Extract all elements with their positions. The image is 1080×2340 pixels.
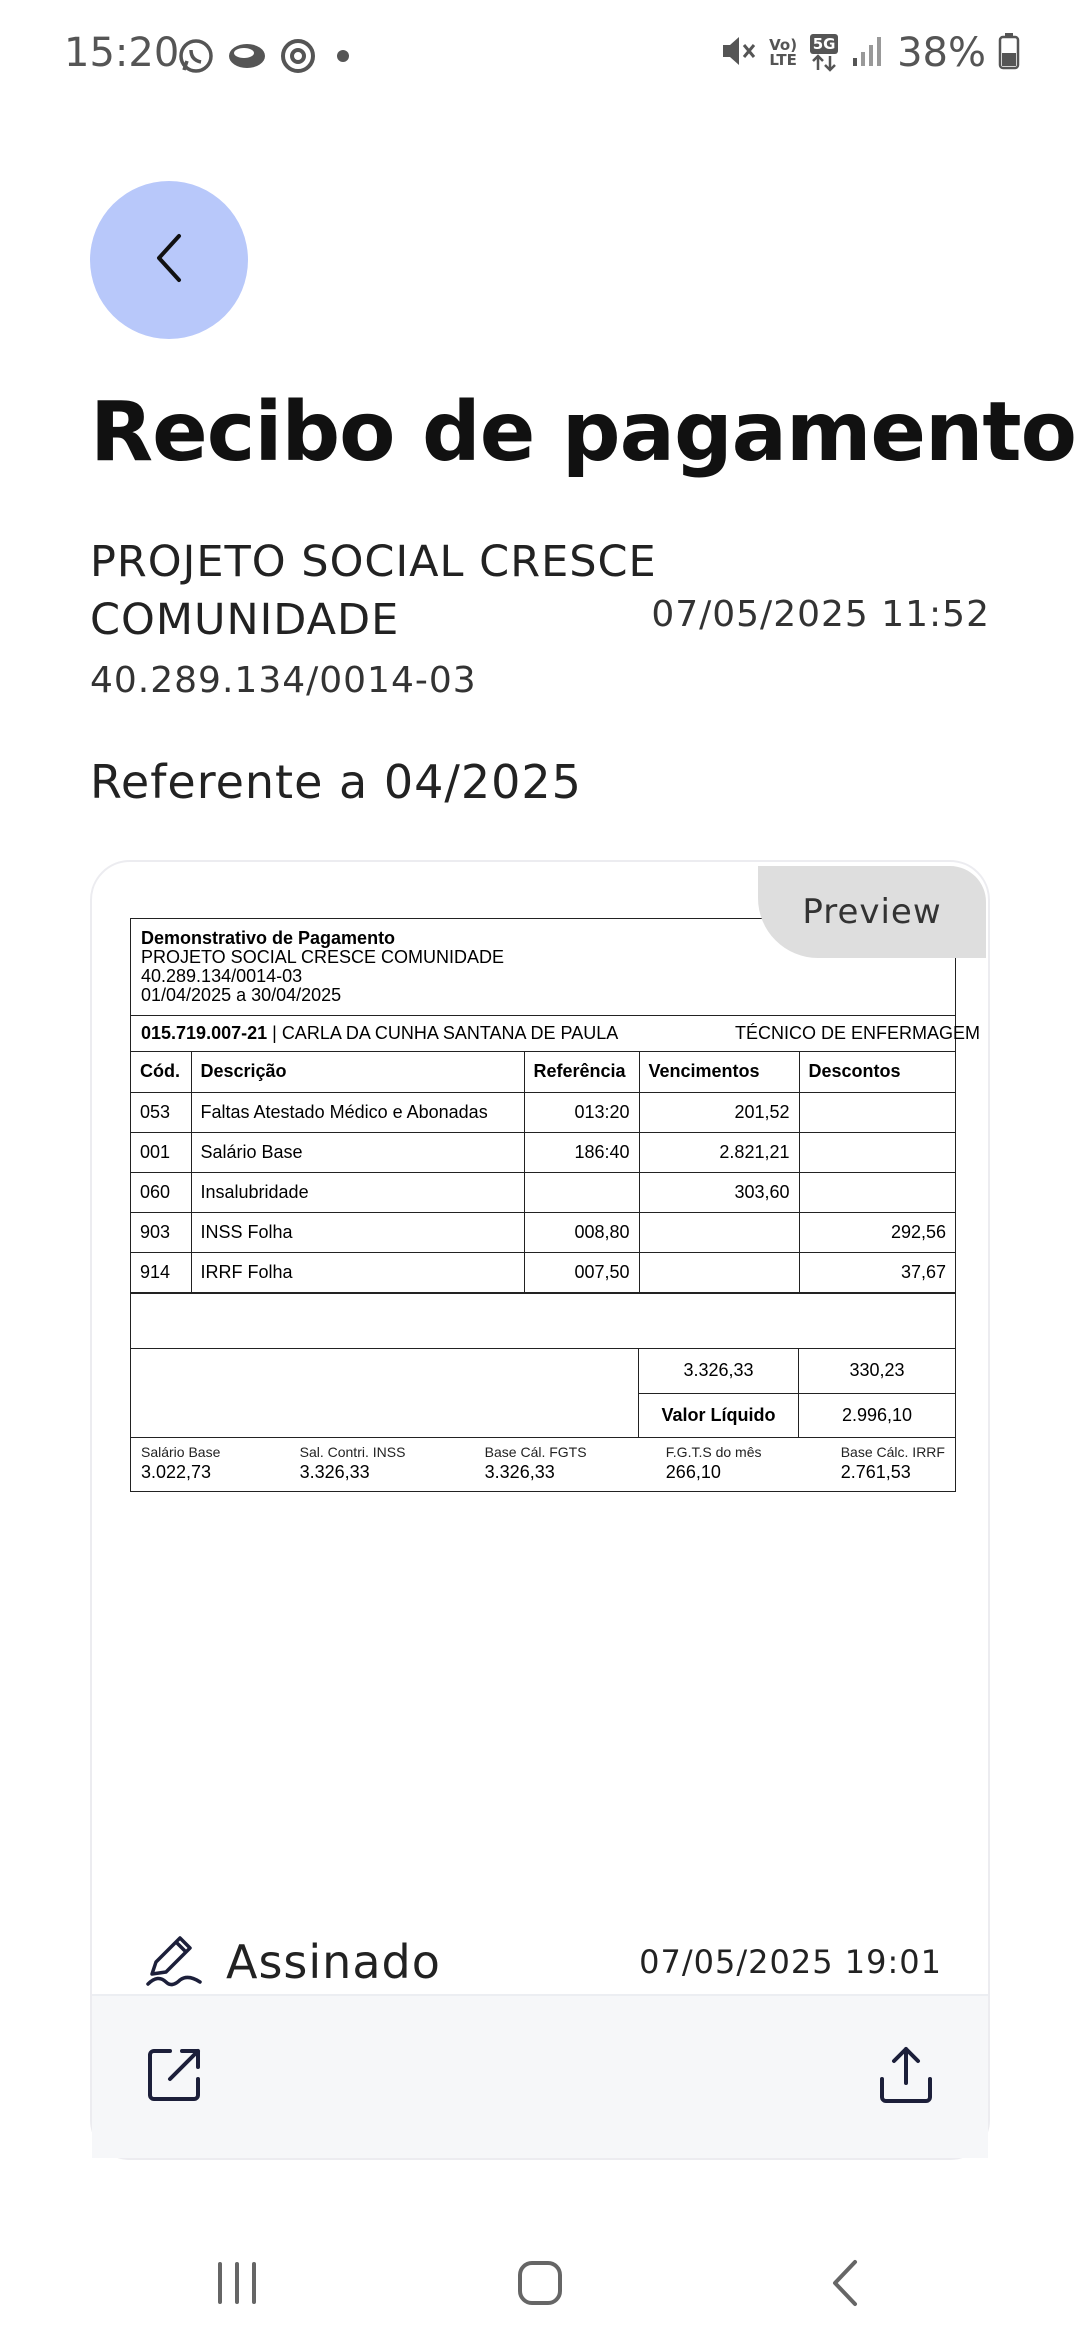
totals-block xyxy=(131,1349,955,1438)
issue-date: 07/05/2025 11:52 xyxy=(651,594,990,635)
five-g-icon: 5G xyxy=(809,34,839,72)
employee-separator: | xyxy=(267,1023,282,1043)
column-header: Vencimentos xyxy=(639,1052,799,1092)
mute-icon xyxy=(719,32,757,74)
table-row: 060 Insalubridade 303,60 xyxy=(131,1172,955,1212)
reference-period: Referente a 04/2025 xyxy=(90,755,582,809)
recent-apps-button[interactable] xyxy=(212,2258,262,2312)
signal-icon xyxy=(851,34,885,72)
valor-liquido: 2.996,10 xyxy=(841,1404,913,1425)
signed-label: Assinado xyxy=(226,1935,441,1989)
base-item: Base Cálc. IRRF 2.761,53 xyxy=(840,1443,945,1482)
table-row: 903 INSS Folha 008,80 292,56 xyxy=(131,1212,955,1252)
home-button[interactable] xyxy=(515,2258,565,2312)
company-name: PROJETO SOCIAL CRESCE COMUNIDADE xyxy=(90,537,657,645)
valor-liquido-label: Valor Líquido xyxy=(639,1394,799,1437)
employee-row xyxy=(131,1016,981,1052)
table-row: 001 Salário Base 186:40 2.821,21 xyxy=(131,1132,955,1172)
page-title: Recibo de pagamento xyxy=(90,385,1076,480)
cloud-icon xyxy=(226,36,268,76)
battery-icon xyxy=(998,32,1020,74)
card-actions xyxy=(92,1994,988,2158)
open-external-button[interactable] xyxy=(142,2043,206,2111)
system-status xyxy=(719,30,1020,76)
receipt-card[interactable] xyxy=(90,860,990,2160)
base-item: Base Cál. FGTS 3.326,33 xyxy=(484,1443,587,1482)
share-icon xyxy=(874,2092,938,2111)
chrome-icon xyxy=(278,36,318,76)
open-external-icon xyxy=(142,2092,206,2111)
whatsapp-icon xyxy=(176,36,216,76)
column-header: Referência xyxy=(524,1052,639,1092)
payslip-preview[interactable] xyxy=(130,918,981,1492)
total-descontos: 330,23 xyxy=(849,1360,905,1380)
payslip-items-table xyxy=(131,1052,955,1293)
column-header: Cód. xyxy=(131,1052,191,1092)
system-nav-bar xyxy=(0,2210,1080,2340)
chevron-left-icon xyxy=(149,228,189,292)
table-row: 914 IRRF Folha 007,50 37,67 xyxy=(131,1252,955,1292)
total-vencimentos: 3.326,33 xyxy=(639,1349,799,1393)
company-cnpj: 40.289.134/0014-03 xyxy=(90,660,477,701)
preview-tag: Preview xyxy=(758,866,986,958)
status-time: 15:20 xyxy=(64,30,180,76)
totals-spacer xyxy=(131,1349,639,1437)
employee-id: 015.719.007-21 xyxy=(141,1023,268,1043)
employee-name: CARLA DA CUNHA SANTANA DE PAULA xyxy=(281,1023,619,1043)
volte-icon: Vo) LTE xyxy=(769,36,798,69)
signed-date: 07/05/2025 19:01 xyxy=(639,1943,942,1981)
back-button[interactable] xyxy=(90,181,248,339)
share-button[interactable] xyxy=(874,2043,938,2111)
payslip-company: PROJETO SOCIAL CRESCE COMUNIDADE xyxy=(141,947,505,967)
notification-icons xyxy=(176,36,358,76)
payslip-period: 01/04/2025 a 30/04/2025 xyxy=(141,985,342,1005)
base-item: Sal. Contri. INSS 3.326,33 xyxy=(299,1443,406,1482)
column-header: Descontos xyxy=(799,1052,955,1092)
base-item: Salário Base 3.022,73 xyxy=(141,1443,221,1482)
status-bar xyxy=(0,0,1080,112)
dot-icon xyxy=(328,36,358,76)
back-nav-button[interactable] xyxy=(825,2258,865,2312)
payslip-cnpj: 40.289.134/0014-03 xyxy=(141,966,303,986)
column-header: Descrição xyxy=(191,1052,524,1092)
payslip-title: Demonstrativo de Pagamento xyxy=(141,928,396,948)
battery-percent: 38% xyxy=(897,30,986,76)
base-item: F.G.T.S do mês 266,10 xyxy=(665,1443,762,1482)
blank-row xyxy=(131,1293,955,1349)
table-row: 053 Faltas Atestado Médico e Abonadas 013:20 201,52 xyxy=(131,1092,955,1132)
bases-row xyxy=(131,1438,955,1491)
signature-icon xyxy=(142,1928,206,1996)
employee-role: TÉCNICO DE ENFERMAGEM xyxy=(735,1023,981,1043)
